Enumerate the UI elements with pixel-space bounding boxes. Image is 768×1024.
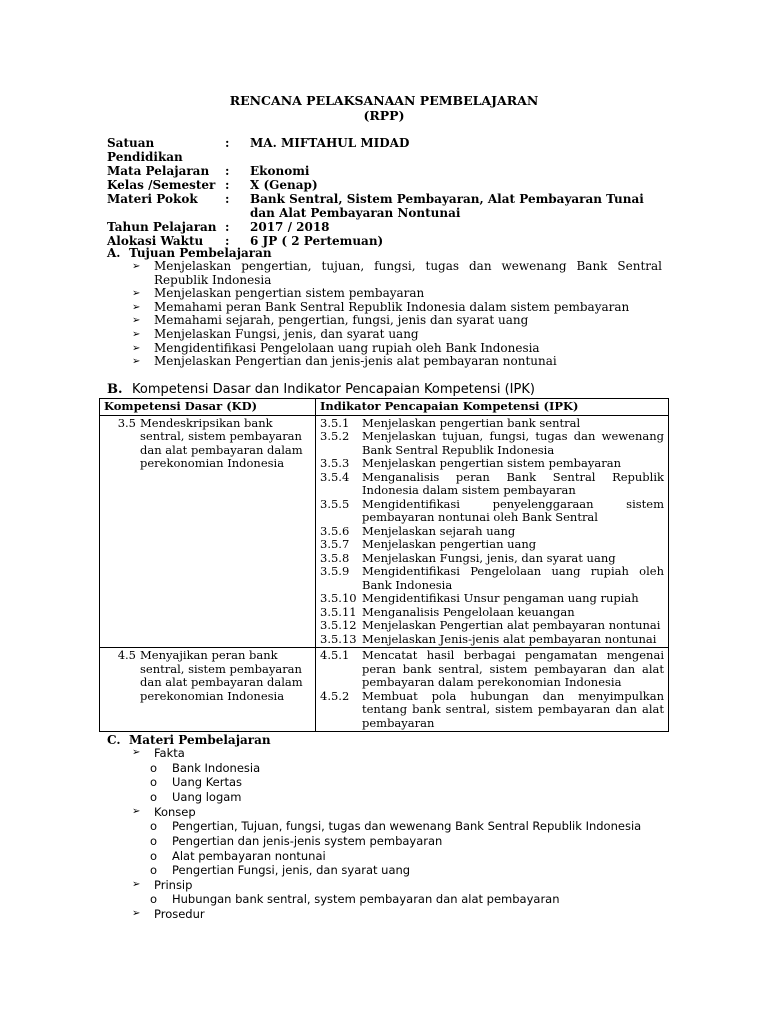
arrow-bullet-icon: ➢ [132, 908, 141, 920]
kd-number: 3.5 [117, 415, 136, 430]
group-label: Fakta [154, 746, 185, 760]
ipk-text: Menjelaskan Jenis-jenis alat pembayaran nontunai [362, 631, 657, 646]
ipk-cell [316, 415, 669, 648]
section-title: Tujuan Pembelajaran [129, 246, 272, 260]
ipk-number: 3.5.3 [320, 456, 350, 470]
list-item [132, 775, 662, 790]
ipk-text: Mengidentifikasi Unsur pengaman uang rupiah [362, 591, 639, 605]
ipk-number: 3.5.2 [320, 429, 350, 443]
info-label: Kelas /Semester [107, 178, 216, 192]
ipk-item [320, 525, 664, 539]
tujuan-list [132, 260, 662, 369]
materi-group-prinsip [132, 878, 662, 893]
info-value: Ekonomi [250, 164, 310, 178]
list-item-text: Alat pembayaran nontunai [172, 848, 326, 863]
ipk-item [320, 565, 664, 592]
circle-bullet-icon: o [150, 775, 158, 790]
list-item-text: Uang logam [172, 789, 242, 804]
section-c-heading [107, 733, 271, 747]
list-item [132, 819, 662, 834]
section-b-heading [107, 383, 535, 397]
info-value: MA. MIFTAHUL MIDAD [250, 136, 410, 150]
list-item [132, 849, 662, 864]
section-letter: A. [107, 246, 121, 260]
info-row-tahun [107, 220, 667, 234]
ipk-text: Menjelaskan Pengertian alat pembayaran nontunai [362, 618, 661, 632]
ipk-number: 3.5.10 [320, 591, 357, 605]
ipk-item [320, 592, 664, 606]
column-header-kd: Kompetensi Dasar (KD) [100, 399, 316, 416]
ipk-cell [316, 648, 669, 732]
list-item [132, 328, 662, 342]
ipk-item [320, 471, 664, 498]
kd-cell [100, 648, 316, 732]
ipk-item [320, 606, 664, 620]
ipk-item [320, 498, 664, 525]
info-value: 2017 / 2018 [250, 220, 330, 234]
table-header-row [100, 399, 669, 416]
ipk-text: Mencatat hasil berbagai pengamatan mengenai peran bank sentral, sistem pembayaran dan alat pembayaran dalam perekonomian Indonesia [362, 648, 664, 689]
list-item [132, 342, 662, 356]
circle-bullet-icon: o [150, 848, 158, 863]
ipk-number: 3.5.7 [320, 537, 350, 551]
section-title: Materi Pembelajaran [129, 733, 271, 747]
arrow-bullet-icon: ➢ [132, 356, 141, 368]
ipk-item [320, 649, 664, 690]
section-title: Kompetensi Dasar dan Indikator Pencapaian Kompetensi (IPK) [132, 382, 535, 397]
info-label: Mata Pelajaran [107, 164, 210, 178]
arrow-bullet-icon: ➢ [132, 805, 141, 817]
ipk-number: 3.5.8 [320, 550, 350, 565]
info-colon: : [225, 220, 230, 234]
kd-number: 4.5 [117, 648, 136, 662]
list-item-text: Pengertian, Tujuan, fungsi, tugas dan wewenang Bank Sentral Republik Indonesia [172, 819, 642, 834]
table-row [100, 648, 669, 732]
ipk-text: Menjelaskan Fungsi, jenis, dan syarat uang [362, 550, 616, 565]
document-subtitle: (RPP) [363, 108, 405, 123]
ipk-number: 3.5.11 [320, 604, 357, 619]
info-row-kelas [107, 178, 667, 192]
info-colon: : [225, 192, 230, 206]
ipk-item [320, 417, 664, 431]
section-letter: C. [107, 733, 121, 747]
list-item [132, 355, 662, 369]
list-item-text: Uang Kertas [172, 775, 243, 790]
arrow-bullet-icon: ➢ [132, 315, 141, 327]
kd-ipk-table [99, 398, 669, 732]
list-item-text: Memahami sejarah, pengertian, fungsi, jenis dan syarat uang [154, 313, 529, 328]
list-item [132, 892, 662, 907]
list-item [132, 314, 662, 328]
identity-block [107, 136, 667, 248]
info-colon: : [225, 178, 230, 192]
section-letter: B. [107, 382, 123, 397]
list-item-text: Bank Indonesia [172, 760, 261, 775]
arrow-bullet-icon: ➢ [132, 342, 141, 354]
list-item [132, 790, 662, 805]
ipk-number: 3.5.1 [320, 415, 350, 430]
info-row-satuan [107, 136, 667, 164]
materi-group-konsep [132, 805, 662, 820]
info-label: Alokasi Waktu [107, 234, 204, 248]
arrow-bullet-icon: ➢ [132, 301, 141, 313]
ipk-number: 3.5.12 [320, 618, 357, 632]
info-value: X (Genap) [250, 178, 318, 192]
info-label: Satuan Pendidikan [107, 136, 183, 164]
info-value: Bank Sentral, Sistem Pembayaran, Alat Pembayaran Tunai dan Alat Pembayaran Nontunai [250, 192, 644, 220]
info-label: Materi Pokok [107, 192, 198, 206]
info-label: Tahun Pelajaran [107, 220, 217, 234]
ipk-number: 3.5.13 [320, 631, 357, 646]
arrow-bullet-icon: ➢ [132, 288, 141, 300]
list-item-text: Menjelaskan Fungsi, jenis, dan syarat uang [154, 326, 419, 341]
circle-bullet-icon: o [150, 833, 158, 848]
info-colon: : [225, 164, 230, 178]
ipk-text: Membuat pola hubungan dan menyimpulkan tentang bank sentral, sistem pembayaran dan alat pembayaran [362, 688, 664, 730]
ipk-item [320, 552, 664, 566]
list-item [132, 260, 662, 287]
list-item-text: Menjelaskan Pengertian dan jenis-jenis alat pembayaran nontunai [154, 354, 557, 369]
list-item [132, 287, 662, 301]
ipk-text: Mengidentifikasi Pengelolaan uang rupiah oleh Bank Indonesia [362, 564, 664, 592]
arrow-bullet-icon: ➢ [132, 878, 141, 890]
group-label: Prosedur [154, 907, 205, 922]
ipk-text: Menjelaskan pengertian uang [362, 537, 537, 551]
ipk-text: Menjelaskan sejarah uang [362, 523, 516, 538]
column-header-ipk: Indikator Pencapaian Kompetensi (IPK) [316, 399, 669, 416]
list-item-text: Menjelaskan pengertian, tujuan, fungsi, tugas dan wewenang Bank Sentral Republik Indonesia [154, 259, 662, 287]
kd-text: Menyajikan peran bank sentral, sistem pembayaran dan alat pembayaran dalam perekonomian Indonesia [140, 648, 303, 703]
ipk-number: 3.5.5 [320, 496, 350, 511]
list-item-text: Menjelaskan pengertian sistem pembayaran [154, 286, 425, 301]
ipk-text: Menjelaskan tujuan, fungsi, tugas dan wewenang Bank Sentral Republik Indonesia [362, 429, 664, 457]
ipk-number: 4.5.2 [320, 688, 350, 703]
ipk-item [320, 457, 664, 471]
list-item [132, 761, 662, 776]
ipk-text: Menganalisis peran Bank Sentral Republik Indonesia dalam sistem pembayaran [362, 469, 664, 497]
list-item-text: Mengidentifikasi Pengelolaan uang rupiah oleh Bank Indonesia [154, 340, 540, 355]
ipk-item [320, 690, 664, 731]
circle-bullet-icon: o [150, 819, 158, 834]
info-row-mapel [107, 164, 667, 178]
list-item-text: Memahami peran Bank Sentral Republik Indonesia dalam sistem pembayaran [154, 299, 630, 314]
list-item-text: Hubungan bank sentral, system pembayaran dan alat pembayaran [172, 892, 560, 907]
kd-text: Mendeskripsikan bank sentral, sistem pembayaran dan alat pembayaran dalam perekonomian Indonesia [140, 415, 303, 470]
ipk-number: 4.5.1 [320, 648, 350, 662]
ipk-number: 3.5.9 [320, 564, 350, 578]
info-colon: : [225, 234, 230, 248]
info-row-materi [107, 192, 667, 220]
ipk-number: 3.5.4 [320, 469, 350, 484]
circle-bullet-icon: o [150, 863, 158, 878]
ipk-item [320, 633, 664, 647]
info-colon: : [225, 136, 230, 150]
group-label: Prinsip [154, 877, 193, 892]
list-item-text: Pengertian Fungsi, jenis, dan syarat uang [172, 863, 411, 878]
list-item [132, 834, 662, 849]
list-item [132, 863, 662, 878]
arrow-bullet-icon: ➢ [132, 328, 141, 340]
materi-group-fakta [132, 746, 662, 761]
circle-bullet-icon: o [150, 760, 158, 775]
materi-group-prosedur [132, 907, 662, 922]
section-a-heading [107, 246, 272, 260]
arrow-bullet-icon: ➢ [132, 747, 141, 758]
ipk-item [320, 538, 664, 552]
ipk-number: 3.5.6 [320, 523, 350, 538]
ipk-text: Menjelaskan pengertian bank sentral [362, 415, 581, 430]
ipk-item [320, 430, 664, 457]
info-value: 6 JP ( 2 Pertemuan) [250, 234, 384, 248]
materi-list [132, 746, 662, 922]
circle-bullet-icon: o [150, 892, 158, 907]
ipk-text: Menjelaskan pengertian sistem pembayaran [362, 456, 622, 470]
ipk-item [320, 619, 664, 633]
list-item-text: Pengertian dan jenis-jenis system pembayaran [172, 833, 443, 848]
kd-cell [100, 415, 316, 648]
ipk-text: Mengidentifikasi penyelenggaraan sistem pembayaran nontunai oleh Bank Sentral [362, 496, 664, 524]
arrow-bullet-icon: ➢ [132, 261, 141, 272]
document-title: RENCANA PELAKSANAAN PEMBELAJARAN [229, 93, 539, 108]
table-row [100, 415, 669, 648]
list-item [132, 301, 662, 315]
circle-bullet-icon: o [150, 789, 158, 804]
ipk-text: Menganalisis Pengelolaan keuangan [362, 604, 575, 619]
group-label: Konsep [154, 804, 196, 819]
